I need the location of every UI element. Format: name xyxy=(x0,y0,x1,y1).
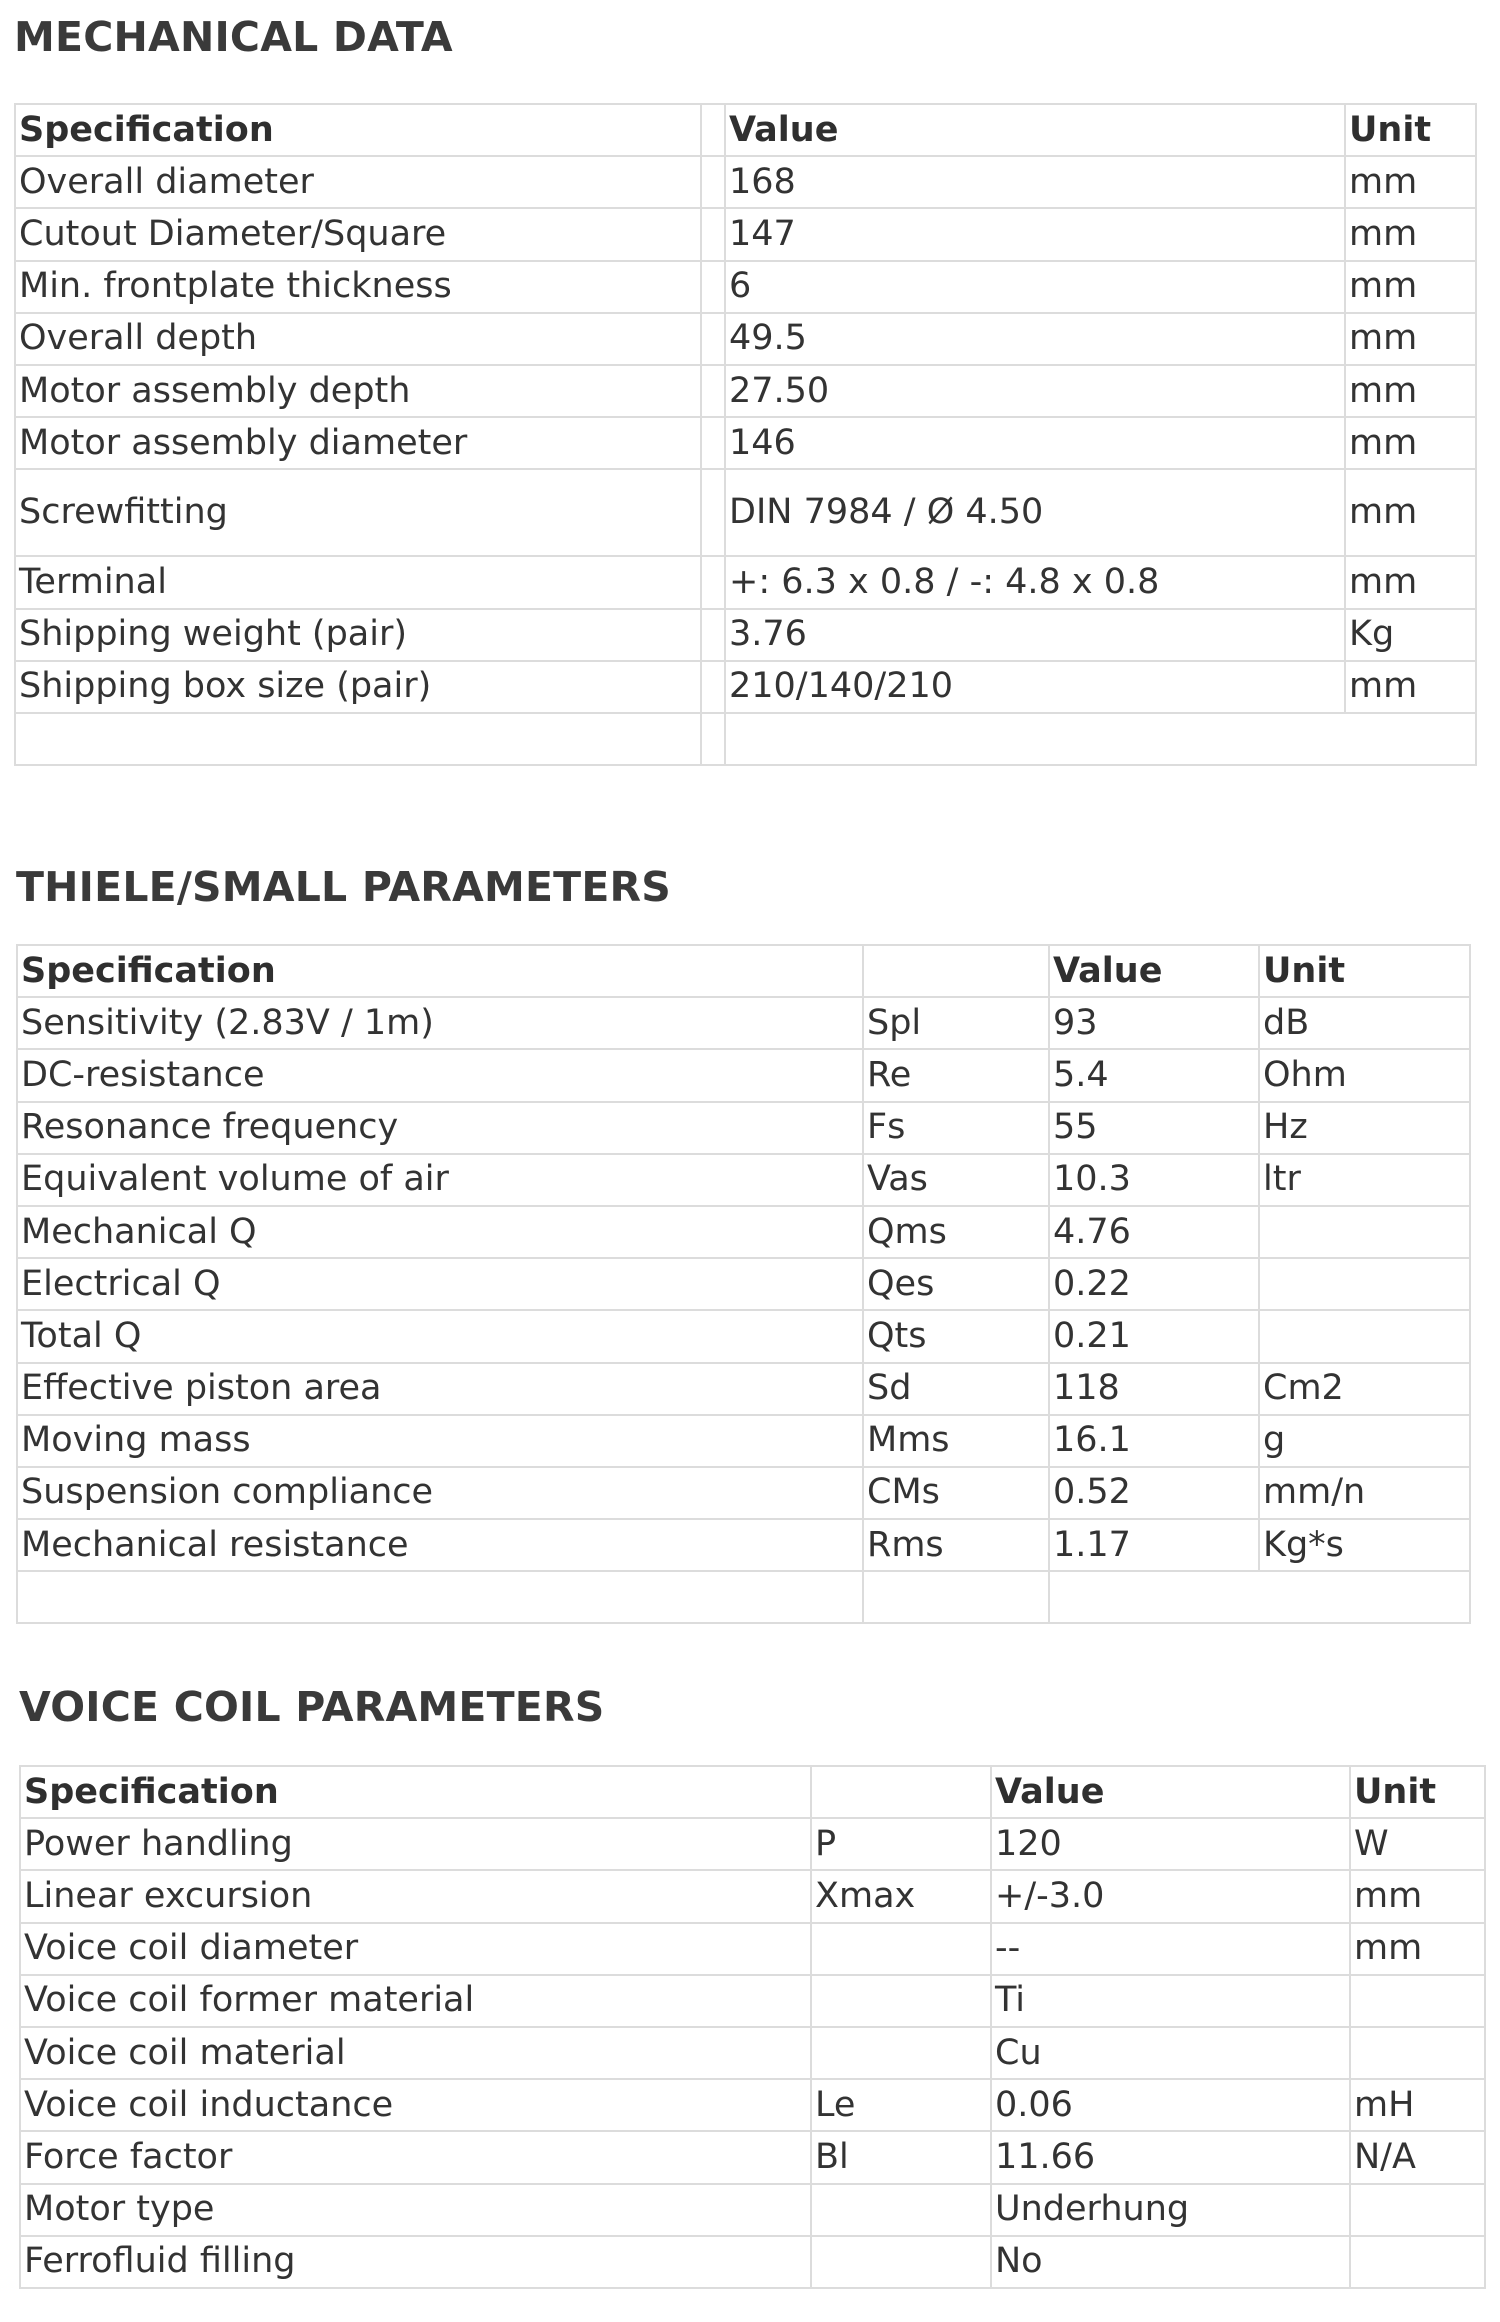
table-header-row xyxy=(20,1766,1485,1818)
empty-cell xyxy=(15,713,701,765)
unit-cell: ltr xyxy=(1259,1154,1470,1206)
thiele-small-table xyxy=(16,944,1471,1624)
value-cell: 5.4 xyxy=(1049,1049,1259,1101)
empty-cell xyxy=(725,713,1476,765)
spec-cell: Motor assembly diameter xyxy=(15,417,701,469)
unit-cell: Ohm xyxy=(1259,1049,1470,1101)
table-row xyxy=(20,1870,1485,1922)
table-header-row xyxy=(17,945,1470,997)
spec-cell: Moving mass xyxy=(17,1415,863,1467)
table-row xyxy=(17,1310,1470,1362)
symbol-cell: Vas xyxy=(863,1154,1049,1206)
empty-row xyxy=(15,713,1476,765)
spec-cell: Shipping weight (pair) xyxy=(15,609,701,661)
spec-cell: Voice coil former material xyxy=(20,1975,811,2027)
table-row xyxy=(17,1467,1470,1519)
spec-cell: Linear excursion xyxy=(20,1870,811,1922)
spec-cell: Ferrofluid filling xyxy=(20,2236,811,2288)
symbol-cell: P xyxy=(811,1818,991,1870)
value-cell: 146 xyxy=(725,417,1345,469)
unit-cell xyxy=(1259,1258,1470,1310)
spacer-cell xyxy=(701,261,725,313)
unit-cell: mm xyxy=(1345,365,1476,417)
value-cell: +/-3.0 xyxy=(991,1870,1350,1922)
value-cell: Ti xyxy=(991,1975,1350,2027)
value-cell: 55 xyxy=(1049,1102,1259,1154)
unit-cell: Kg xyxy=(1345,609,1476,661)
symbol-cell: Spl xyxy=(863,997,1049,1049)
value-cell: 0.52 xyxy=(1049,1467,1259,1519)
unit-cell: mm xyxy=(1350,1870,1485,1922)
table-row xyxy=(15,365,1476,417)
table-row xyxy=(15,609,1476,661)
table-row xyxy=(15,556,1476,608)
column-header-value: Value xyxy=(725,104,1345,156)
table-row xyxy=(17,1206,1470,1258)
column-header-specification: Specification xyxy=(15,104,701,156)
spec-cell: Cutout Diameter/Square xyxy=(15,208,701,260)
symbol-cell: CMs xyxy=(863,1467,1049,1519)
value-cell: 27.50 xyxy=(725,365,1345,417)
table-row xyxy=(15,208,1476,260)
table-row xyxy=(20,2131,1485,2183)
unit-cell: mm xyxy=(1345,208,1476,260)
value-cell: 49.5 xyxy=(725,313,1345,365)
column-header-symbol xyxy=(863,945,1049,997)
value-cell: 4.76 xyxy=(1049,1206,1259,1258)
unit-cell: Cm2 xyxy=(1259,1363,1470,1415)
thiele-small-heading: THIELE/SMALL PARAMETERS xyxy=(16,863,672,911)
symbol-cell xyxy=(811,2236,991,2288)
spec-cell: Min. frontplate thickness xyxy=(15,261,701,313)
spec-cell: Power handling xyxy=(20,1818,811,1870)
spacer-cell xyxy=(701,713,725,765)
unit-cell: mH xyxy=(1350,2079,1485,2131)
spec-cell: Terminal xyxy=(15,556,701,608)
table-row xyxy=(20,2184,1485,2236)
table-row xyxy=(20,2027,1485,2079)
value-cell: -- xyxy=(991,1923,1350,1975)
spacer-cell xyxy=(701,556,725,608)
table-row xyxy=(20,1923,1485,1975)
column-header-value: Value xyxy=(991,1766,1350,1818)
value-cell: 168 xyxy=(725,156,1345,208)
unit-cell: mm xyxy=(1345,156,1476,208)
unit-cell: mm xyxy=(1350,1923,1485,1975)
unit-cell: dB xyxy=(1259,997,1470,1049)
value-cell: 93 xyxy=(1049,997,1259,1049)
spec-cell: Resonance frequency xyxy=(17,1102,863,1154)
table-row xyxy=(15,417,1476,469)
spec-cell: Electrical Q xyxy=(17,1258,863,1310)
value-cell: Cu xyxy=(991,2027,1350,2079)
column-header-unit: Unit xyxy=(1259,945,1470,997)
table-row xyxy=(17,1154,1470,1206)
spacer-cell xyxy=(701,609,725,661)
value-cell: Underhung xyxy=(991,2184,1350,2236)
table-header-row xyxy=(15,104,1476,156)
symbol-cell xyxy=(811,2027,991,2079)
symbol-cell: Mms xyxy=(863,1415,1049,1467)
value-cell: 10.3 xyxy=(1049,1154,1259,1206)
value-cell: 1.17 xyxy=(1049,1519,1259,1571)
table-row xyxy=(17,997,1470,1049)
column-header-unit: Unit xyxy=(1350,1766,1485,1818)
table-row xyxy=(20,1818,1485,1870)
symbol-cell: Qts xyxy=(863,1310,1049,1362)
unit-cell: N/A xyxy=(1350,2131,1485,2183)
voice-coil-table xyxy=(19,1765,1486,2289)
symbol-cell: Le xyxy=(811,2079,991,2131)
table-row xyxy=(20,1975,1485,2027)
value-cell: 210/140/210 xyxy=(725,661,1345,713)
spec-cell: Screwfitting xyxy=(15,469,701,556)
voice-coil-heading: VOICE COIL PARAMETERS xyxy=(19,1683,605,1731)
unit-cell: g xyxy=(1259,1415,1470,1467)
table-row xyxy=(17,1049,1470,1101)
table-row xyxy=(17,1363,1470,1415)
value-cell: 6 xyxy=(725,261,1345,313)
table-row xyxy=(20,2079,1485,2131)
symbol-cell: Sd xyxy=(863,1363,1049,1415)
spec-cell: Voice coil inductance xyxy=(20,2079,811,2131)
value-cell: +: 6.3 x 0.8 / -: 4.8 x 0.8 xyxy=(725,556,1345,608)
value-cell: 3.76 xyxy=(725,609,1345,661)
spec-cell: Voice coil material xyxy=(20,2027,811,2079)
spec-cell: Equivalent volume of air xyxy=(17,1154,863,1206)
column-header-value: Value xyxy=(1049,945,1259,997)
unit-cell xyxy=(1350,2184,1485,2236)
column-header-specification: Specification xyxy=(17,945,863,997)
spacer-cell xyxy=(701,365,725,417)
spacer-cell xyxy=(701,156,725,208)
unit-cell: mm xyxy=(1345,313,1476,365)
column-header-specification: Specification xyxy=(20,1766,811,1818)
symbol-cell xyxy=(811,1923,991,1975)
value-cell: 118 xyxy=(1049,1363,1259,1415)
symbol-cell: Qes xyxy=(863,1258,1049,1310)
spec-cell: Voice coil diameter xyxy=(20,1923,811,1975)
symbol-cell: Rms xyxy=(863,1519,1049,1571)
table-row xyxy=(17,1415,1470,1467)
empty-cell xyxy=(863,1571,1049,1623)
unit-cell: W xyxy=(1350,1818,1485,1870)
spec-cell: Mechanical Q xyxy=(17,1206,863,1258)
symbol-cell: Qms xyxy=(863,1206,1049,1258)
spec-cell: Motor type xyxy=(20,2184,811,2236)
spec-cell: Mechanical resistance xyxy=(17,1519,863,1571)
symbol-cell: Xmax xyxy=(811,1870,991,1922)
spec-cell: Effective piston area xyxy=(17,1363,863,1415)
value-cell: 16.1 xyxy=(1049,1415,1259,1467)
unit-cell xyxy=(1259,1206,1470,1258)
spacer-cell xyxy=(701,661,725,713)
unit-cell xyxy=(1259,1310,1470,1362)
unit-cell: mm xyxy=(1345,661,1476,713)
table-row xyxy=(15,469,1476,556)
spacer-cell xyxy=(701,417,725,469)
spec-cell: Motor assembly depth xyxy=(15,365,701,417)
spec-cell: Sensitivity (2.83V / 1m) xyxy=(17,997,863,1049)
spec-cell: DC-resistance xyxy=(17,1049,863,1101)
value-cell: 147 xyxy=(725,208,1345,260)
unit-cell: mm xyxy=(1345,261,1476,313)
mechanical-data-heading: MECHANICAL DATA xyxy=(14,13,453,61)
value-cell: 0.06 xyxy=(991,2079,1350,2131)
value-cell: DIN 7984 / Ø 4.50 xyxy=(725,469,1345,556)
symbol-cell xyxy=(811,1975,991,2027)
unit-cell xyxy=(1350,2027,1485,2079)
unit-cell: mm/n xyxy=(1259,1467,1470,1519)
unit-cell: mm xyxy=(1345,469,1476,556)
spec-cell: Force factor xyxy=(20,2131,811,2183)
table-row xyxy=(20,2236,1485,2288)
unit-cell xyxy=(1350,2236,1485,2288)
spec-cell: Overall diameter xyxy=(15,156,701,208)
table-row xyxy=(17,1519,1470,1571)
table-row xyxy=(17,1258,1470,1310)
column-header-symbol xyxy=(811,1766,991,1818)
table-row xyxy=(17,1102,1470,1154)
mechanical-data-table xyxy=(14,103,1477,766)
spacer-cell xyxy=(701,313,725,365)
value-cell: 0.21 xyxy=(1049,1310,1259,1362)
unit-cell xyxy=(1350,1975,1485,2027)
table-row xyxy=(15,313,1476,365)
spacer-cell xyxy=(701,469,725,556)
symbol-cell: Bl xyxy=(811,2131,991,2183)
unit-cell: Hz xyxy=(1259,1102,1470,1154)
empty-cell xyxy=(1049,1571,1470,1623)
symbol-cell xyxy=(811,2184,991,2236)
spacer-cell xyxy=(701,208,725,260)
spacer-cell xyxy=(701,104,725,156)
empty-cell xyxy=(17,1571,863,1623)
symbol-cell: Re xyxy=(863,1049,1049,1101)
empty-row xyxy=(17,1571,1470,1623)
value-cell: 11.66 xyxy=(991,2131,1350,2183)
value-cell: 120 xyxy=(991,1818,1350,1870)
table-row xyxy=(15,156,1476,208)
spec-cell: Shipping box size (pair) xyxy=(15,661,701,713)
spec-cell: Total Q xyxy=(17,1310,863,1362)
unit-cell: Kg*s xyxy=(1259,1519,1470,1571)
value-cell: 0.22 xyxy=(1049,1258,1259,1310)
table-row xyxy=(15,261,1476,313)
unit-cell: mm xyxy=(1345,417,1476,469)
column-header-unit: Unit xyxy=(1345,104,1476,156)
unit-cell: mm xyxy=(1345,556,1476,608)
table-row xyxy=(15,661,1476,713)
value-cell: No xyxy=(991,2236,1350,2288)
spec-cell: Suspension compliance xyxy=(17,1467,863,1519)
symbol-cell: Fs xyxy=(863,1102,1049,1154)
spec-cell: Overall depth xyxy=(15,313,701,365)
